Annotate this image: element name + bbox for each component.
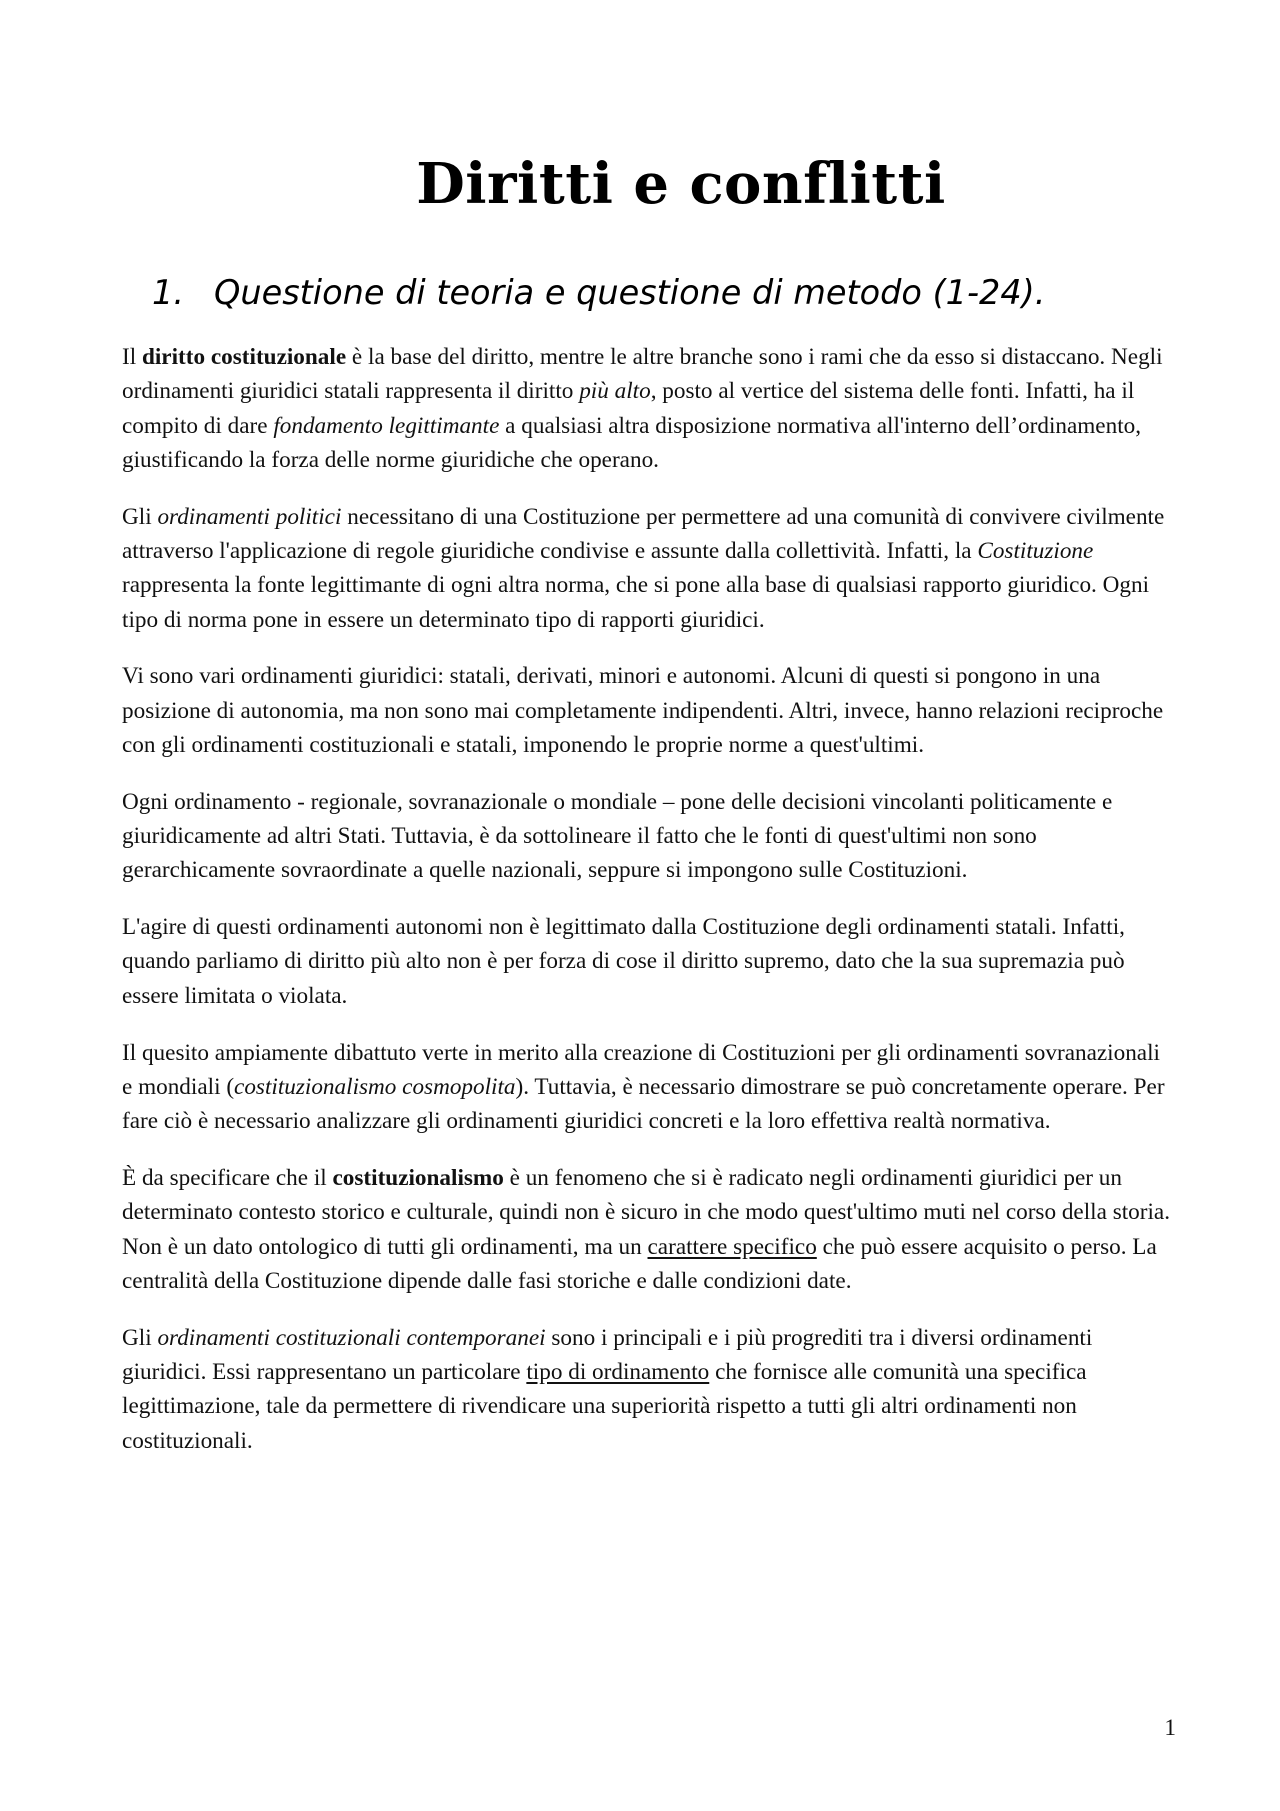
underlined-term: carattere specifico [647, 1233, 817, 1260]
paragraph: Il quesito ampiamente dibattuto verte in merito alla creazione di Costituzioni per gli ordinamenti sovranazionali e mondiali (costituzionalismo cosmopolita). Tuttavia, è necessario dimostrare se può concretamente operare. Per fare ciò è necessario analizzare gli ordinamenti giuridici concreti e la loro effettiva realtà normativa. [122, 1039, 1165, 1135]
page-title: Diritti e conflitti [416, 151, 946, 217]
paragraph: L'agire di questi ordinamenti autonomi non è legittimato dalla Costituzione degli ordinamenti statali. Infatti, quando parliamo di diritto più alto non è per forza di cose il diritto supremo, dato che la sua supremazia può essere limitata o violata. [122, 914, 1125, 1009]
paragraph: Vi sono vari ordinamenti giuridici: statali, derivati, minori e autonomi. Alcuni di questi si pongono in una posizione di autonomia, ma non sono mai completamente indipendenti. Altri, invece, hanno relazioni reciproche con gli ordinamenti costituzionali e statali, imponendo le proprie norme a quest'ultimi. [122, 663, 1164, 758]
bold-term: diritto costituzionale [141, 344, 347, 370]
section-heading-text: Questione di teoria e questione di metodo (1-24). [214, 273, 1046, 312]
paragraph: Ogni ordinamento - regionale, sovranazionale o mondiale – pone delle decisioni vincolanti politicamente e giuridicamente ad altri Stati. Tuttavia, è da sottolineare il fatto che le fonti di quest'ultimi non sono gerarchicamente sovraordinate a quelle nazionali, seppure si impongono sulle Costituzioni. [122, 788, 1113, 884]
italic-term: Costituzione [977, 537, 1094, 564]
paragraph: Gli ordinamenti costituzionali contemporanei sono i principali e i più progrediti tra i diversi ordinamenti giuridici. Essi rappresentano un particolare tipo di ordinamento che fornisce alle comunità una specifica legittimazione, tale da permettere di rivendicare una superiorità rispetto a tutti gli altri ordinamenti non costituzionali. [122, 1324, 1093, 1454]
paragraph: Il diritto costituzionale è la base del diritto, mentre le altre branche sono i rami che da esso si distaccano. Negli ordinamenti giuridici statali rappresenta il diritto più alto, posto al vertice del sistema delle fonti. Infatti, ha il compito di dare fondamento legittimante a qualsiasi altra disposizione normativa all'interno dell’ordinamento, giustificando la forza delle norme giuridiche che operano. [122, 344, 1163, 473]
page-number: 1 [1164, 1715, 1176, 1741]
italic-term: fondamento legittimante [273, 412, 500, 439]
body-text [122, 340, 1174, 1480]
bold-term: costituzionalismo [332, 1164, 504, 1191]
italic-term: più alto [579, 378, 651, 405]
italic-term: ordinamenti politici [157, 503, 342, 530]
section-number: 1. [152, 273, 184, 312]
section-heading [152, 270, 1045, 316]
italic-term: ordinamenti costituzionali contemporanei [157, 1324, 546, 1351]
paragraph: È da specificare che il costituzionalismo è un fenomeno che si è radicato negli ordinamenti giuridici per un determinato contesto storico e culturale, quindi non è sicuro in che modo quest'ultimo muti nel corso della storia. Non è un dato ontologico di tutti gli ordinamenti, ma un carattere specifico che può essere acquisito o perso. La centralità della Costituzione dipende dalle fasi storiche e dalle condizioni date. [122, 1164, 1171, 1294]
paragraph: Gli ordinamenti politici necessitano di una Costituzione per permettere ad una comunità di convivere civilmente attraverso l'applicazione di regole giuridiche condivise e assunte dalla collettività. Infatti, la Costituzione rappresenta la fonte legittimante di ogni altra norma, che si pone alla base di qualsiasi rapporto giuridico. Ogni tipo di norma pone in essere un determinato tipo di rapporti giuridici. [122, 503, 1165, 633]
italic-term: costituzionalismo cosmopolita [234, 1073, 516, 1100]
underlined-term: tipo di ordinamento [526, 1358, 710, 1385]
